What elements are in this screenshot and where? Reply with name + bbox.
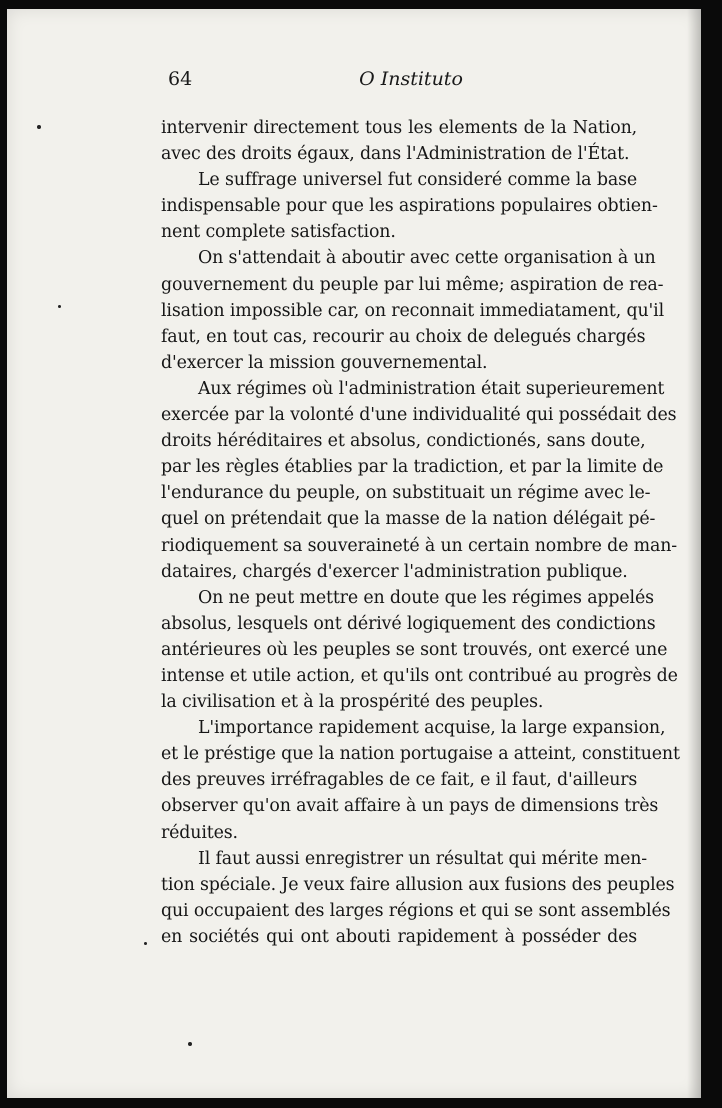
text-line: absolus, lesquels ont dérivé logiquement des condictions xyxy=(161,613,656,634)
running-title: O Instituto xyxy=(359,68,463,90)
text-line: L'importance rapidement acquise, la large expansion, xyxy=(198,718,666,739)
ink-speck xyxy=(58,305,61,308)
text-line: nent complete satisfaction. xyxy=(161,222,396,243)
text-line: réduites. xyxy=(161,822,238,843)
text-line: lisation impossible car, on reconnait immediatament, qu'il xyxy=(161,300,664,321)
text-line: l'endurance du peuple, on substituait un régime avec le- xyxy=(161,483,651,504)
text-line: gouvernement du peuple par lui même; aspiration de rea- xyxy=(161,274,664,295)
text-line: par les règles établies par la tradiction, et par la limite de xyxy=(161,457,664,478)
ink-speck xyxy=(37,125,41,129)
text-line: intervenir directement tous les elements de la Nation, xyxy=(161,118,637,138)
body-text xyxy=(161,115,680,950)
text-line: et le préstige que la nation portugaise a atteint, constituent xyxy=(161,744,680,765)
text-line: On s'attendait à aboutir avec cette organisation à un xyxy=(198,248,656,269)
text-line: la civilisation et à la prospérité des peuples. xyxy=(161,692,544,713)
page-number: 64 xyxy=(168,68,193,90)
text-line: Aux régimes où l'administration était superieurement xyxy=(198,378,665,399)
text-line: avec des droits égaux, dans l'Administration de l'État. xyxy=(161,144,630,165)
text-line: Il faut aussi enregistrer un résultat qui mérite men- xyxy=(198,848,648,869)
ink-speck xyxy=(188,1042,192,1046)
text-line: quel on prétendait que la masse de la nation délégait pé- xyxy=(161,509,656,530)
text-line: exercée par la volonté d'une individualité qui possédait des xyxy=(161,405,677,426)
text-line: Le suffrage universel fut consideré comme la base xyxy=(198,170,637,191)
text-line: intense et utile action, et qu'ils ont contribué au progrès de xyxy=(161,665,678,686)
text-line: antérieures où les peuples se sont trouvés, ont exercé une xyxy=(161,639,668,660)
text-line: faut, en tout cas, recourir au choix de delegués chargés xyxy=(161,326,646,347)
text-line: d'exercer la mission gouvernemental. xyxy=(161,352,488,373)
text-line: qui occupaient des larges régions et qui se sont assemblés xyxy=(161,900,671,921)
ink-speck xyxy=(144,942,147,945)
text-line: en sociétés qui ont abouti rapidement à posséder des xyxy=(161,926,637,947)
text-line: tion spéciale. Je veux faire allusion aux fusions des peuples xyxy=(161,874,675,895)
text-line: riodiquement sa souveraineté à un certain nombre de man- xyxy=(161,535,677,556)
text-line: droits héréditaires et absolus, condictionés, sans doute, xyxy=(161,431,646,452)
page-header xyxy=(160,68,636,98)
text-line: dataires, chargés d'exercer l'administration publique. xyxy=(161,561,628,582)
text-line: observer qu'on avait affaire à un pays de dimensions très xyxy=(161,796,659,817)
text-line: On ne peut mettre en doute que les régimes appelés xyxy=(198,587,654,608)
text-line: indispensable pour que les aspirations populaires obtien- xyxy=(161,196,658,217)
text-line: des preuves irréfragables de ce fait, e il faut, d'ailleurs xyxy=(161,770,638,791)
page-edge-shadow xyxy=(687,9,701,1098)
